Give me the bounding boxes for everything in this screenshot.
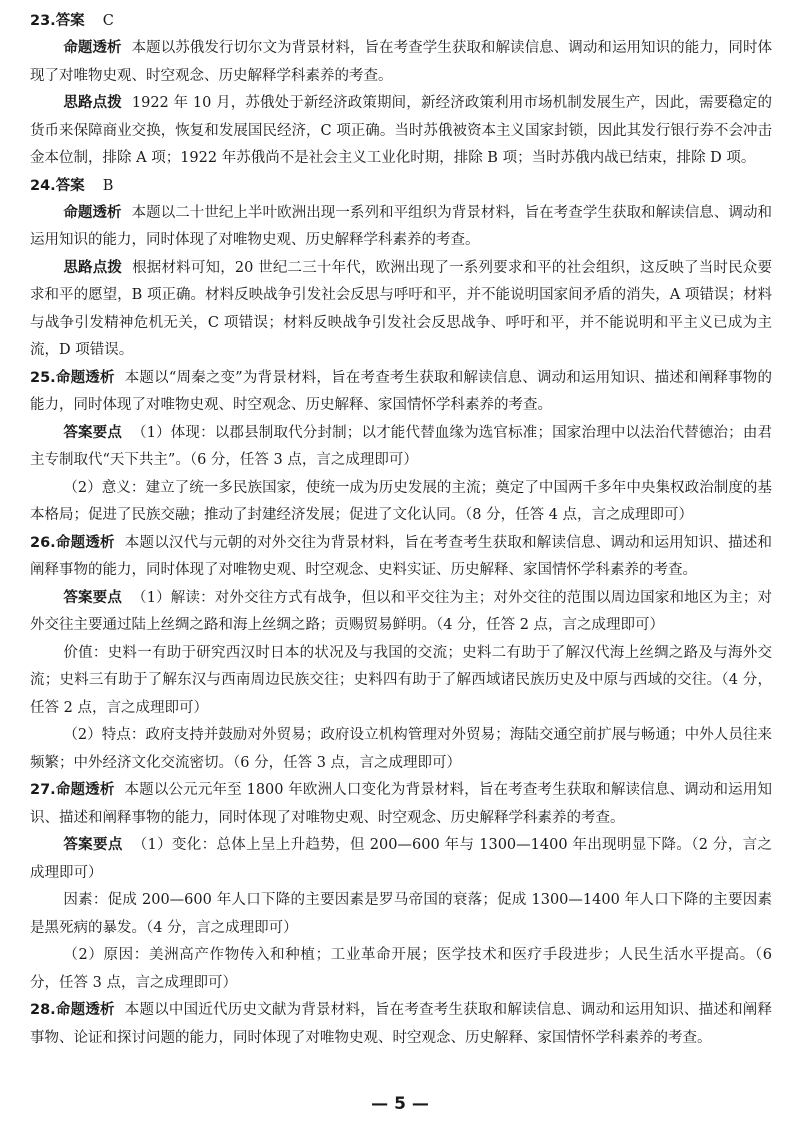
q24-intent-text: 本题以二十世纪上半叶欧洲出现一系列和平组织为背景材料，旨在考查学生获取和解读信息、调动和运用知识的能力，同时体现了对唯物史观、历史解释学科素养的考查。 [30,204,773,248]
question-23 [30,8,772,173]
q26-intent [30,530,772,585]
page-number: — 5 — [371,1094,429,1114]
q26-point-3: （2）特点：政府支持并鼓励对外贸易；政府设立机构管理对外贸易；海陆交通空前扩展与畅通；中外人员往来频繁；中外经济文化交流密切。（6 分，任答 3 点，言之成理即可） [30,727,772,771]
q23-answer: C [102,13,114,29]
q28-intent-label: 命题透析 [55,1002,115,1018]
q27-intent [30,777,772,832]
q23-hint-label: 思路点拨 [63,95,122,111]
q25-number: 25. [30,369,56,386]
q24-hint-text: 根据材料可知，20 世纪二三十年代，欧洲出现了一系列要求和平的社会组织，这反映了当时民众要求和平的愿望，B 项正确。材料反映战争引发社会反思与呼吁和平，并不能说明国家间矛盾的消失，A 项错误；材料与战争引发精神危机无关，C 项错误；材料反映战争引发社会反思战争、呼吁和平，并不能说明和平主义已成为主流，D 项错误。 [30,259,772,358]
q26-point-1-text: （1）解读：对外交往方式有战争，但以和平交往为主；对外交往的范围以周边国家和地区为主；对外交往主要通过陆上丝绸之路和海上丝绸之路；贡赐贸易鲜明。（4 分，任答 2 点，言之成理即可） [30,589,773,633]
q26-point-1 [30,585,772,640]
q27-points-label: 答案要点 [63,837,123,853]
q28-intent [30,997,772,1052]
q24-intent [30,200,772,255]
question-26 [30,530,772,778]
q25-intent-label: 命题透析 [55,369,115,386]
q23-hint-text: 1922 年 10 月，苏俄处于新经济政策期间，新经济政策利用市场机制发展生产，因此，需要稳定的货币来保障商业交换，恢复和发展国民经济，C 项正确。当时苏俄被资本主义国家封锁，因此其发行银行券不会冲击金本位制，排除 A 项；1922 年苏俄尚不是社会主义工业化时期，排除 B 项；当时苏俄内战已结束，排除 D 项。 [30,95,772,166]
q27-intent-label: 命题透析 [55,782,115,798]
question-25 [30,365,772,530]
q27-point-1-text: （1）变化：总体上呈上升趋势，但 200—600 年与 1300—1400 年出现明显下降。（2 分，言之成理即可） [30,837,772,881]
q24-answer-label: 答案 [55,177,85,194]
q24-answer-line [30,173,772,200]
q25-point-1-text: （1）体现：以郡县制取代分封制；以才能代替血缘为选官标准；国家治理中以法治代替德治；由君主专制取代“天下共主”。（6 分，任答 3 点，言之成理即可） [30,424,773,468]
q26-intent-text: 本题以汉代与元朝的对外交往为背景材料，旨在考查考生获取和解读信息、调动和运用知识、描述和阐释事物的能力，同时体现了对唯物史观、时空观念、史料实证、历史解释、家国情怀学科素养的考查。 [30,534,772,578]
q24-answer: B [102,177,114,194]
q26-point-2: 价值：史料一有助于研究西汉时日本的状况及与我国的交流；史料二有助于了解汉代海上丝绸之路及与海外交流；史料三有助于了解东汉与西南周边民族交往；史料四有助于了解西域诸民族历史及中原与西域的交往。（4 分，任答 2 点，言之成理即可） [30,644,772,716]
q24-hint-label: 思路点拨 [63,259,123,276]
question-28 [30,997,772,1052]
q24-hint [30,255,772,365]
q26-number: 26. [30,534,56,551]
q24-number: 24. [30,177,56,194]
q26-points-label: 答案要点 [63,589,123,606]
q23-answer-label: 答案 [55,13,85,29]
q23-intent [30,35,772,90]
q24-intent-label: 命题透析 [63,204,122,221]
q27-number: 27. [30,782,56,798]
q27-point-1 [30,832,772,887]
q28-intent-text: 本题以中国近代历史文献为背景材料，旨在考查考生获取和解读信息、调动和运用知识、描述和阐释事物、论证和探讨问题的能力，同时体现了对唯物史观、时空观念、历史解释、家国情怀学科素养的考查。 [30,1002,772,1046]
q23-hint [30,90,772,173]
q23-number: 23. [30,13,56,29]
q28-number: 28. [30,1002,56,1018]
q23-intent-text: 本题以苏俄发行切尔文为背景材料，旨在考查学生获取和解读信息、调动和运用知识的能力，同时体现了对唯物史观、时空观念、历史解释学科素养的考查。 [30,40,773,84]
q27-intent-text: 本题以公元元年至 1800 年欧洲人口变化为背景材料，旨在考查考生获取和解读信息、调动和运用知识、描述和阐释事物的能力，同时体现了对唯物史观、时空观念、历史解释学科素养的考查。 [30,782,773,826]
q25-intent [30,365,772,420]
q27-point-2: 因素：促成 200—600 年人口下降的主要因素是罗马帝国的衰落；促成 1300—1400 年人口下降的主要因素是黑死病的暴发。（4 分，言之成理即可） [30,892,772,936]
q25-intent-text: 本题以“周秦之变”为背景材料，旨在考查考生获取和解读信息、调动和运用知识、描述和阐释事物的能力，同时体现了对唯物史观、时空观念、历史解释、家国情怀学科素养的考查。 [30,369,773,413]
q25-point-1 [30,420,772,475]
q23-intent-label: 命题透析 [63,40,122,56]
q25-points-label: 答案要点 [63,424,123,441]
q25-point-2: （2）意义：建立了统一多民族国家，使统一成为历史发展的主流；奠定了中国两千多年中央集权政治制度的基本格局；促进了民族交融；推动了封建经济发展；促进了文化认同。（8 分，任答 4 点，言之成理即可） [30,479,772,523]
q26-intent-label: 命题透析 [55,534,115,551]
q23-answer-line [30,8,772,35]
question-27 [30,777,772,997]
question-24 [30,173,772,365]
q27-point-3: （2）原因：美洲高产作物传入和种植；工业革命开展；医学技术和医疗手段进步；人民生活水平提高。（6 分，任答 3 点，言之成理即可） [30,947,772,991]
